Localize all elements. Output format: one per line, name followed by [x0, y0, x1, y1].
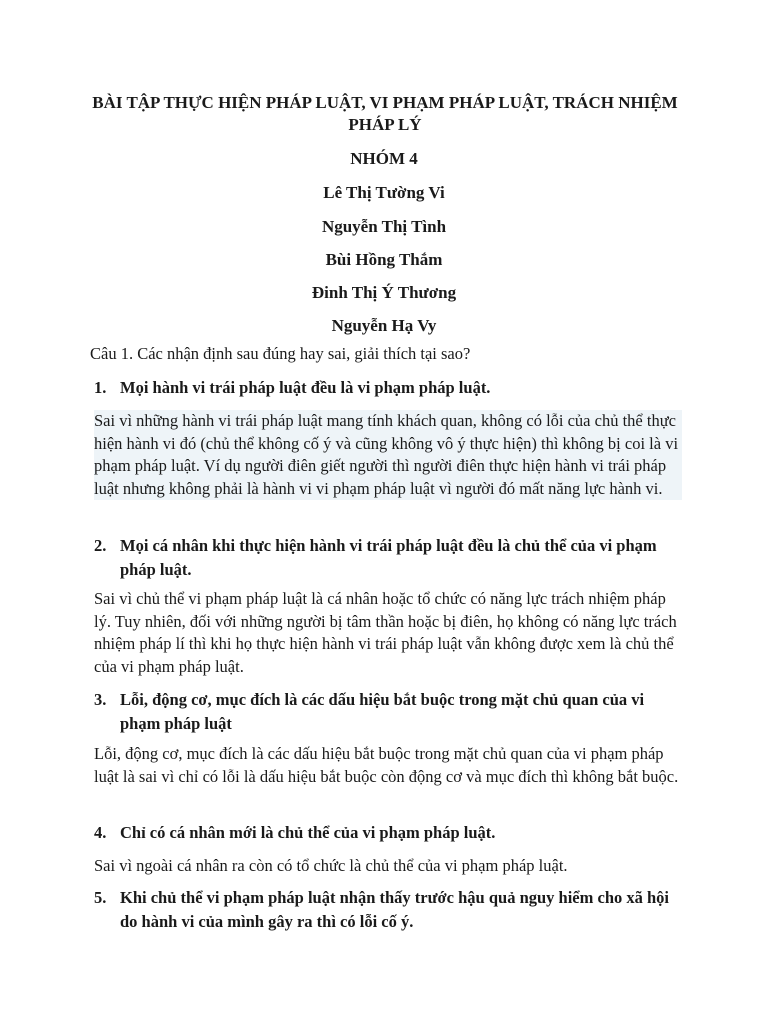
answer-text: Sai vì chủ thể vi phạm pháp luật là cá nhân hoặc tổ chức có năng lực trách nhiệm pháp lý. Tuy nhiên, đối với những người bị tâm thần hoặc bị điên, họ không có năng lực trách nhiệm pháp lí thì khi họ thực hiện hành vi trái pháp luật vẫn không được xem là chủ thể của vi phạm pháp luật.: [94, 589, 677, 676]
question-intro: Câu 1. Các nhận định sau đúng hay sai, giải thích tại sao?: [90, 344, 471, 363]
question-number: 5.: [94, 888, 107, 907]
document-title: BÀI TẬP THỰC HIỆN PHÁP LUẬT, VI PHẠM PHÁP LUẬT, TRÁCH NHIỆM PHÁP LÝ: [92, 93, 678, 134]
answer-text: Lỗi, động cơ, mục đích là các dấu hiệu bắt buộc trong mặt chủ quan của vi phạm pháp luật là sai vì chỉ có lỗi là dấu hiệu bắt buộc còn động cơ và mục đích thì không bắt buộc.: [94, 744, 679, 786]
question-number: 4.: [94, 823, 107, 842]
question-text: Lỗi, động cơ, mục đích là các dấu hiệu bắt buộc trong mặt chủ quan của vi phạm pháp luật: [120, 690, 645, 733]
question-number: 1.: [94, 378, 107, 397]
member-name: Bùi Hồng Thắm: [325, 250, 443, 269]
member-name: Lê Thị Tường Vi: [323, 183, 445, 202]
question-heading: [94, 534, 688, 582]
member-name: Nguyễn Hạ Vy: [331, 316, 437, 335]
question-text: Chỉ có cá nhân mới là chủ thể của vi phạm pháp luật.: [120, 823, 496, 842]
member-name: Nguyễn Thị Tình: [321, 217, 447, 236]
group-name: NHÓM 4: [350, 149, 418, 168]
question-number: 3.: [94, 690, 107, 709]
question-text: Mọi hành vi trái pháp luật đều là vi phạm pháp luật.: [120, 378, 491, 397]
question-text: Mọi cá nhân khi thực hiện hành vi trái pháp luật đều là chủ thể của vi phạm pháp luật.: [120, 536, 657, 579]
answer-text: Sai vì những hành vi trái pháp luật mang tính khách quan, không có lỗi của chủ thể thực hiện hành vi đó (chủ thể không cố ý và cũng không vô ý thực hiện) thì không bị coi là vi phạm pháp luật. Ví dụ người điên giết người thì người điên thực hiện hành vi trái pháp luật nhưng không phải là hành vi vi phạm pháp luật vì người đó mất năng lực hành vi.: [94, 410, 682, 500]
question-heading: [94, 886, 688, 934]
question-heading: [94, 821, 688, 845]
question-heading: [94, 376, 688, 400]
member-name: Đinh Thị Ý Thương: [311, 283, 457, 302]
question-heading: [94, 688, 688, 736]
question-text: Khi chủ thể vi phạm pháp luật nhận thấy trước hậu quả nguy hiểm cho xã hội do hành vi của mình gây ra thì có lỗi cố ý.: [120, 888, 670, 931]
question-number: 2.: [94, 536, 107, 555]
answer-text: Sai vì ngoài cá nhân ra còn có tổ chức là chủ thể của vi phạm pháp luật.: [94, 856, 568, 875]
